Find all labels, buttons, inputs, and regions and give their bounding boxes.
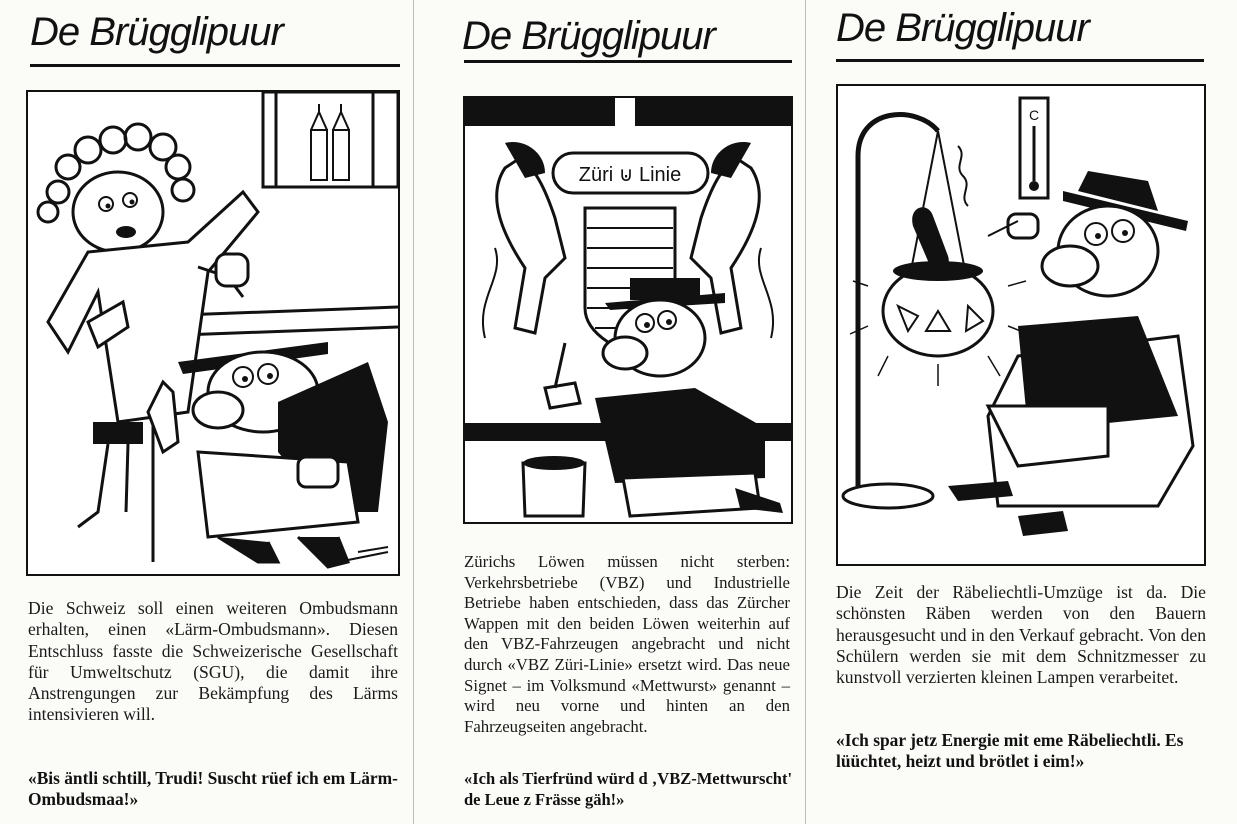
article-text: Zürichs Löwen müssen nicht sterben: Verkehrsbetriebe (VBZ) und Industrielle Betriebe haben entschieden, dass das Zürcher Wappen mit den beiden Löwen weiterhin auf den VBZ-Fahrzeugen angebracht und nicht durch «VBZ Züri-Linie» ersetzt wird. Das neue Signet – im Volksmund «Mettwurst» genannt – wird neu vorne und hinten an den Fahrzeugseiten angebracht. [464,552,790,736]
title-rule [30,64,400,67]
cartoon-panel [836,84,1206,566]
cartoon-drawing [28,92,398,574]
column-divider [413,0,414,824]
cartoon-drawing [465,98,791,522]
column-divider [805,0,806,824]
title-rule [464,60,792,63]
strip-title: De Brügglipuur [462,14,715,58]
banner-sign: Züri ⊍ Linie [578,164,682,186]
caption-quote: «Bis äntli schtill, Trudi! Suscht rüef ich em Lärm-Ombudsmaa!» [28,768,398,809]
cartoon-drawing [838,86,1204,564]
thermometer-label: C [1028,107,1040,123]
strip-title: De Brügglipuur [836,6,1089,50]
caption-quote: «Ich spar jetz Energie mit eme Räbeliechtli. Es lüüchtet, heizt und brötlet i eim!» [836,730,1184,771]
article-text: Die Zeit der Räbeliechtli-Umzüge ist da. Die schönsten Räben werden von den Bauern herausgesucht und in den Verkauf gebracht. Von den Schülern werden sie mit dem Schnitzmesser zu kunstvoll verzierten kleinen Lampen verarbeitet. [836,582,1206,688]
caption-quote: «Ich als Tierfründ würd d ‚VBZ-Mettwurscht' de Leue z Frässe gäh!» [464,769,793,809]
article-text: Die Schweiz soll einen weiteren Ombudsmann erhalten, einen «Lärm-Ombudsmann». Diesen Entschluss fasste die Schweizerische Gesellschaft für Umweltschutz (SGU), die damit ihre Anstrengungen zur Bekämpfung des Lärms intensivieren will. [28,598,398,725]
strip-title: De Brügglipuur [30,10,283,54]
cartoon-panel [26,90,400,576]
title-rule [836,59,1204,62]
cartoon-panel [463,96,793,524]
